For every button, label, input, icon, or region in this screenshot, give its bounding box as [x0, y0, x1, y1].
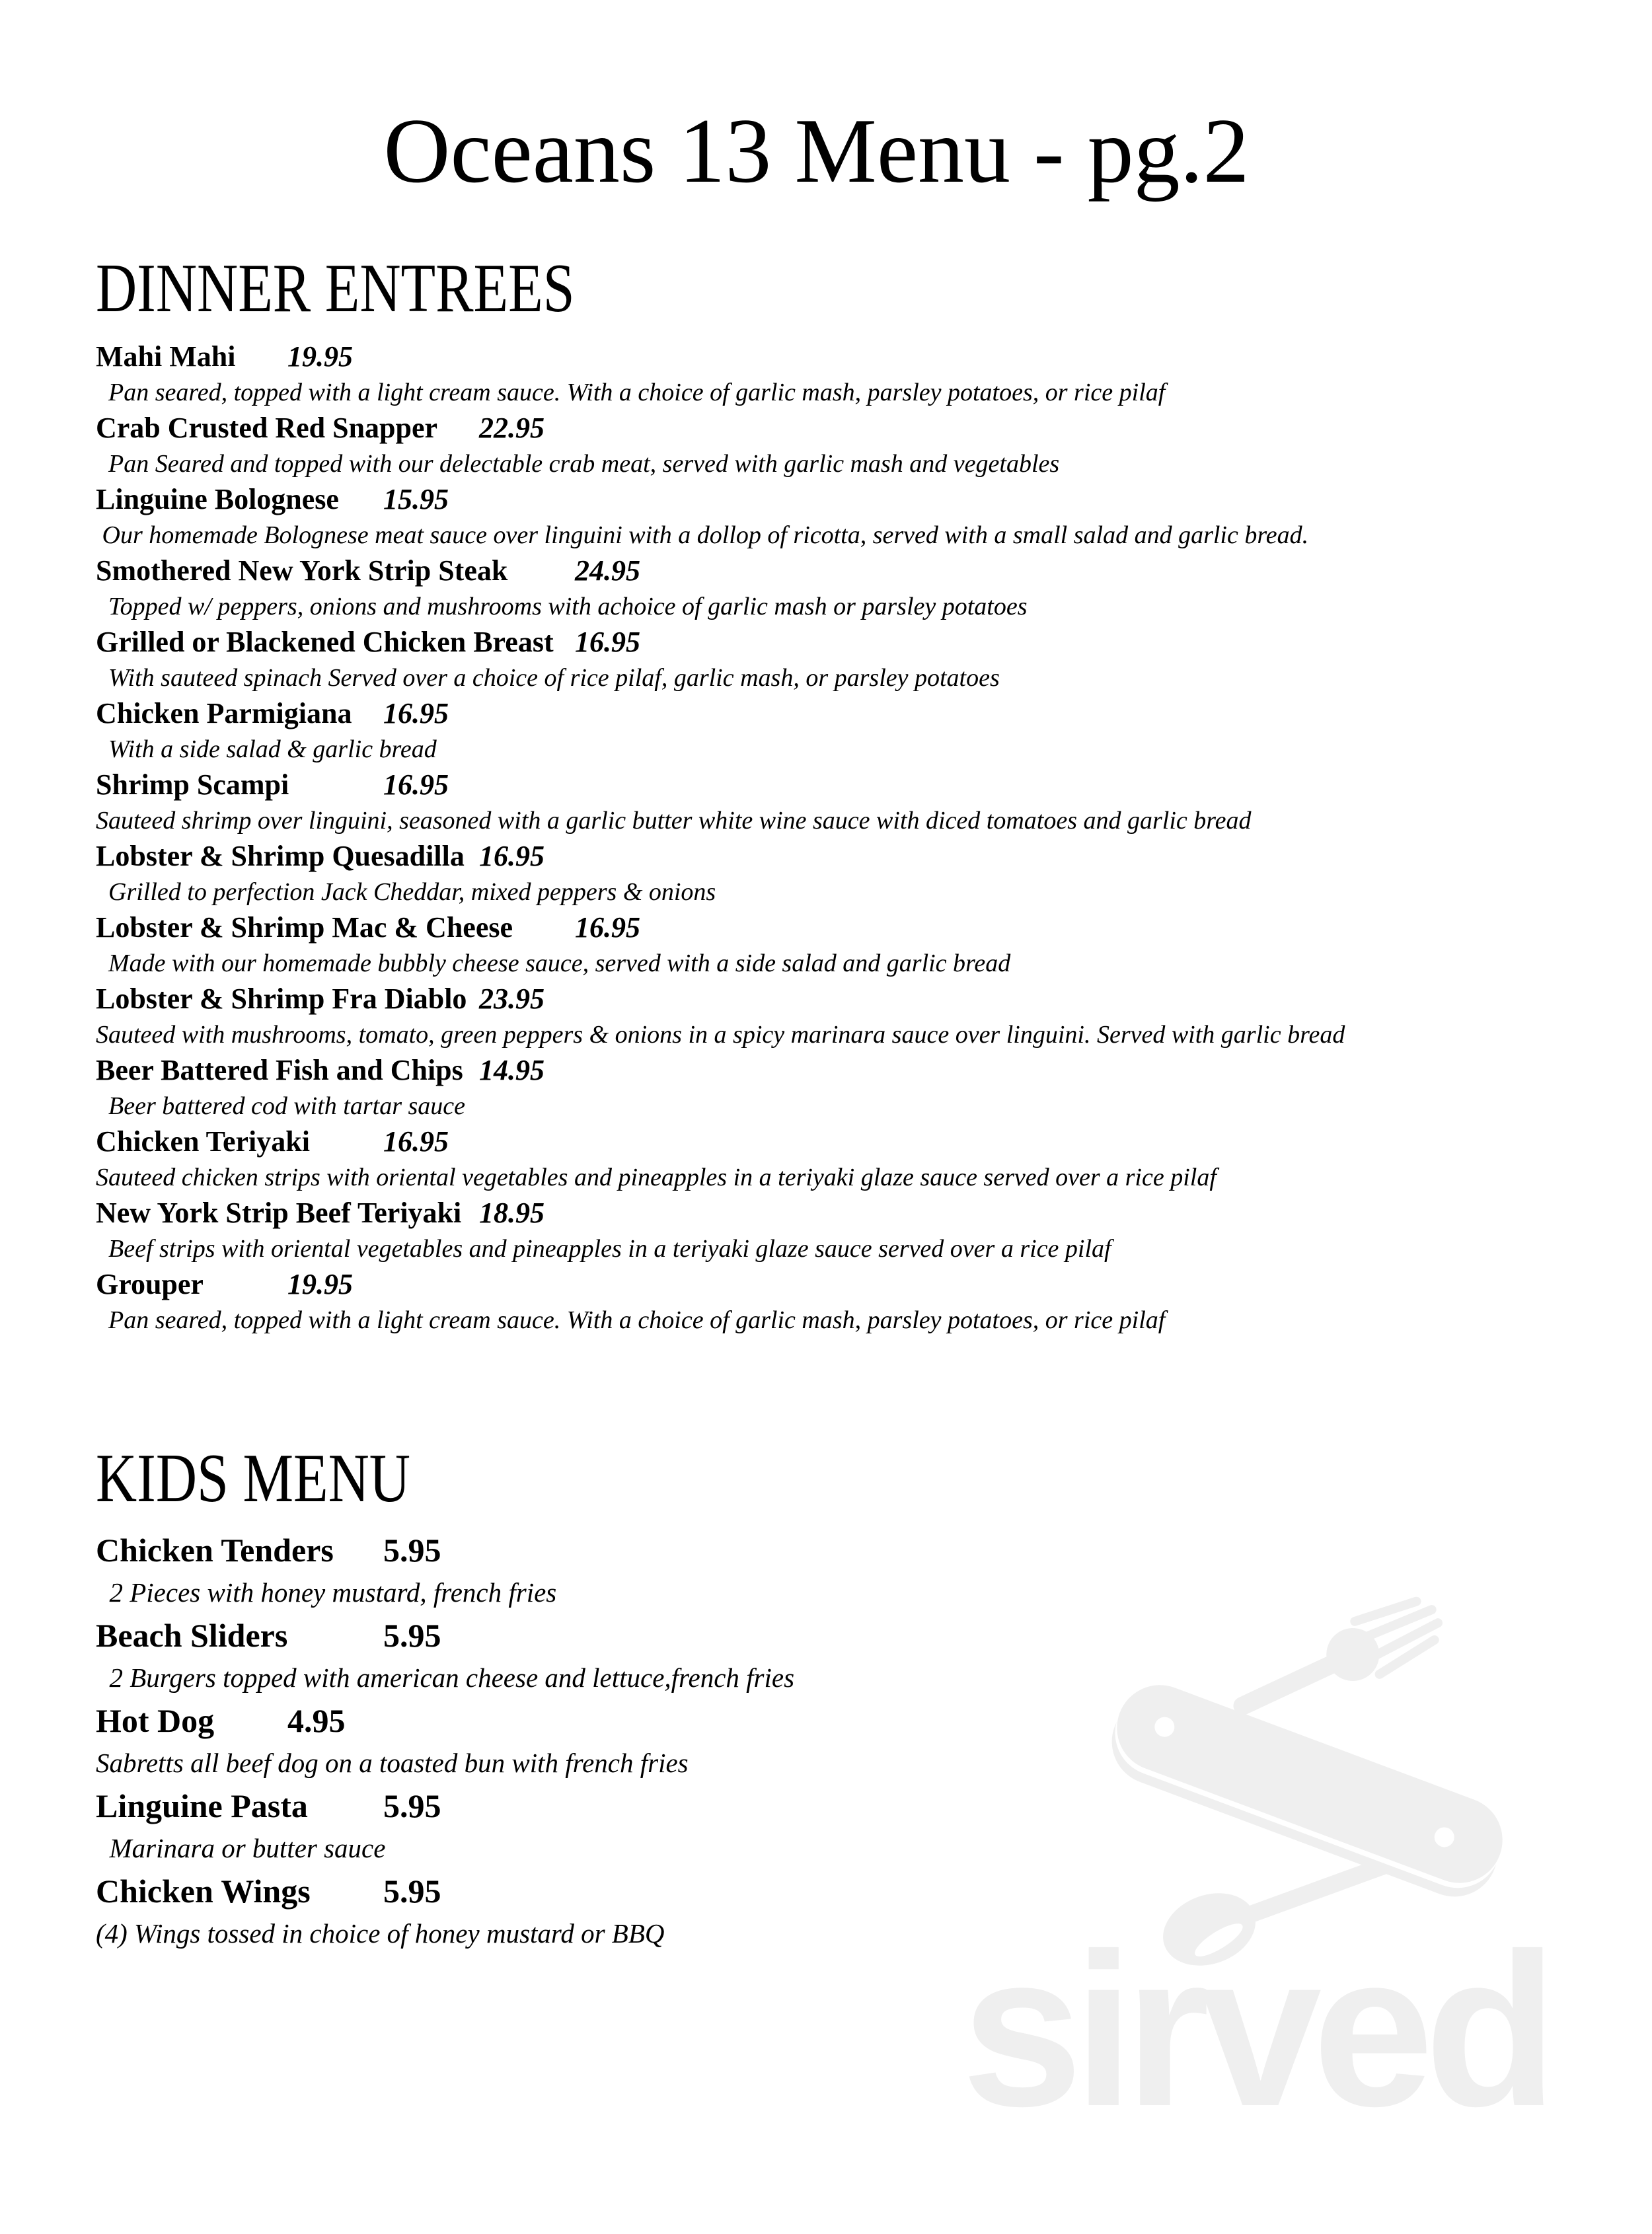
menu-item-line: [96, 1124, 1612, 1160]
menu-item-name: Beach Sliders: [96, 1617, 288, 1654]
menu-item-description: Marinara or butter sauce: [96, 1833, 386, 1863]
menu-item-name: Chicken Teriyaki: [96, 1125, 310, 1158]
menu-item-price: 16.95: [383, 1125, 449, 1158]
menu-item-line: [96, 767, 1612, 803]
menu-item-description: Grilled to perfection Jack Cheddar, mixed peppers & onions: [96, 878, 716, 906]
menu-item-description: 2 Burgers topped with american cheese and lettuce,french fries: [96, 1662, 795, 1693]
menu-item-name: Chicken Parmigiana: [96, 697, 352, 729]
menu-item: [96, 910, 1612, 981]
menu-item: [96, 1267, 1612, 1338]
section-items: [96, 339, 1612, 1338]
menu-item-name: New York Strip Beef Teriyaki: [96, 1197, 462, 1229]
menu-item-line: [96, 553, 1612, 589]
menu-item-description: Beef strips with oriental vegetables and pineapples in a teriyaki glaze sauce served over a rice pilaf: [96, 1235, 1111, 1263]
menu-sections: [96, 246, 1612, 1955]
menu-item-price: 19.95: [287, 340, 353, 373]
menu-item-description: Pan seared, topped with a light cream sauce. With a choice of garlic mash, parsley potatoes, or rice pilaf: [96, 379, 1166, 406]
menu-item-description: With a side salad & garlic bread: [96, 735, 437, 763]
menu-item-line: [96, 410, 1612, 446]
menu-item: [96, 1870, 1612, 1955]
menu-item-name: Crab Crusted Red Snapper: [96, 412, 438, 444]
menu-item-line: [96, 1195, 1612, 1231]
menu-item: [96, 838, 1612, 910]
menu-item-price: 16.95: [383, 768, 449, 801]
menu-item-price: 16.95: [479, 840, 544, 872]
menu-item: [96, 1053, 1612, 1124]
menu-item-name: Smothered New York Strip Steak: [96, 554, 508, 587]
menu-item-name: Linguine Bolognese: [96, 483, 339, 515]
menu-item-price: 16.95: [575, 626, 640, 658]
menu-item-description: Pan Seared and topped with our delectable crab meat, served with garlic mash and vegetables: [96, 450, 1060, 478]
menu-item-line: [96, 1614, 1612, 1657]
menu-item-price: 4.95: [287, 1702, 346, 1739]
menu-item-name: Lobster & Shrimp Fra Diablo: [96, 983, 467, 1015]
menu-item-price: 24.95: [575, 554, 640, 587]
menu-item: [96, 339, 1612, 410]
menu-section: [96, 246, 1612, 1338]
menu-item-line: [96, 910, 1612, 946]
menu-item-price: 23.95: [479, 983, 544, 1015]
menu-item-name: Beer Battered Fish and Chips: [96, 1054, 463, 1086]
section-heading: DINNER ENTREES: [96, 249, 575, 326]
menu-item-description: Sauteed chicken strips with oriental vegetables and pineapples in a teriyaki glaze sauce served over a rice pilaf: [96, 1164, 1217, 1191]
menu-item-name: Mahi Mahi: [96, 340, 236, 373]
menu-item-line: [96, 482, 1612, 517]
menu-item-line: [96, 981, 1612, 1017]
menu-item-price: 16.95: [575, 911, 640, 944]
menu-item: [96, 696, 1612, 767]
menu-item-name: Grouper: [96, 1268, 204, 1300]
menu-item-price: 15.95: [383, 483, 449, 515]
menu-item-description: Sauteed shrimp over linguini, seasoned with a garlic butter white wine sauce with diced tomatoes and garlic bread: [96, 807, 1252, 835]
menu-item-description: Sauteed with mushrooms, tomato, green peppers & onions in a spicy marinara sauce over linguini. Served with garlic bread: [96, 1021, 1345, 1049]
menu-item-price: 16.95: [383, 697, 449, 729]
section-items: [96, 1529, 1612, 1955]
menu-item-line: [96, 1785, 1612, 1827]
menu-item-description: Sabretts all beef dog on a toasted bun with french fries: [96, 1748, 689, 1778]
menu-item: [96, 1785, 1612, 1870]
menu-item: [96, 981, 1612, 1053]
sirved-wordmark: sirved: [961, 1908, 1549, 2151]
menu-item: [96, 553, 1612, 624]
menu-item-name: Chicken Wings: [96, 1873, 311, 1910]
menu-item: [96, 624, 1612, 696]
menu-item-line: [96, 339, 1612, 375]
menu-item-price: 14.95: [479, 1054, 544, 1086]
menu-item-name: Linguine Pasta: [96, 1787, 308, 1824]
menu-item-line: [96, 696, 1612, 731]
menu-item-price: 5.95: [383, 1873, 441, 1910]
menu-item-price: 5.95: [383, 1787, 441, 1824]
page-title: Oceans 13 Menu - pg.2: [383, 100, 1250, 202]
menu-item-name: Lobster & Shrimp Mac & Cheese: [96, 911, 513, 944]
menu-item-name: Grilled or Blackened Chicken Breast: [96, 626, 554, 658]
menu-item-price: 22.95: [479, 412, 544, 444]
menu-item-price: 5.95: [383, 1532, 441, 1569]
menu-item: [96, 1124, 1612, 1195]
menu-item-description: Topped w/ peppers, onions and mushrooms with achoice of garlic mash or parsley potatoes: [96, 593, 1028, 620]
menu-item-description: Pan seared, topped with a light cream sauce. With a choice of garlic mash, parsley potatoes, or rice pilaf: [96, 1306, 1166, 1334]
menu-item-line: [96, 1699, 1612, 1742]
menu-item-description: 2 Pieces with honey mustard, french fries: [96, 1577, 557, 1608]
menu-item-name: Shrimp Scampi: [96, 768, 289, 801]
menu-item-price: 19.95: [287, 1268, 353, 1300]
menu-item-name: Chicken Tenders: [96, 1532, 334, 1569]
menu-item: [96, 1195, 1612, 1267]
menu-item-line: [96, 624, 1612, 660]
menu-item-description: With sauteed spinach Served over a choice of rice pilaf, garlic mash, or parsley potatoes: [96, 664, 1000, 692]
menu-item-description: (4) Wings tossed in choice of honey mustard or BBQ: [96, 1918, 665, 1949]
menu-item-line: [96, 1053, 1612, 1088]
menu-item-name: Hot Dog: [96, 1702, 215, 1739]
menu-item: [96, 482, 1612, 553]
menu-item-description: Our homemade Bolognese meat sauce over linguini with a dollop of ricotta, served with a small salad and garlic bread.: [96, 521, 1309, 549]
menu-item-line: [96, 838, 1612, 874]
menu-item-line: [96, 1529, 1612, 1571]
menu-item-line: [96, 1267, 1612, 1302]
menu-item-price: 18.95: [479, 1197, 544, 1229]
menu-item: [96, 1614, 1612, 1699]
menu-item: [96, 1529, 1612, 1614]
menu-item-price: 5.95: [383, 1617, 441, 1654]
menu-section: [96, 1436, 1612, 1955]
menu-item-description: Made with our homemade bubbly cheese sauce, served with a side salad and garlic bread: [96, 949, 1011, 977]
menu-item-name: Lobster & Shrimp Quesadilla: [96, 840, 465, 872]
section-heading: KIDS MENU: [96, 1439, 410, 1516]
menu-item: [96, 767, 1612, 838]
menu-item: [96, 1699, 1612, 1785]
menu-page: [0, 96, 1652, 1955]
menu-item-description: Beer battered cod with tartar sauce: [96, 1092, 465, 1120]
menu-item: [96, 410, 1612, 482]
menu-item-line: [96, 1870, 1612, 1912]
